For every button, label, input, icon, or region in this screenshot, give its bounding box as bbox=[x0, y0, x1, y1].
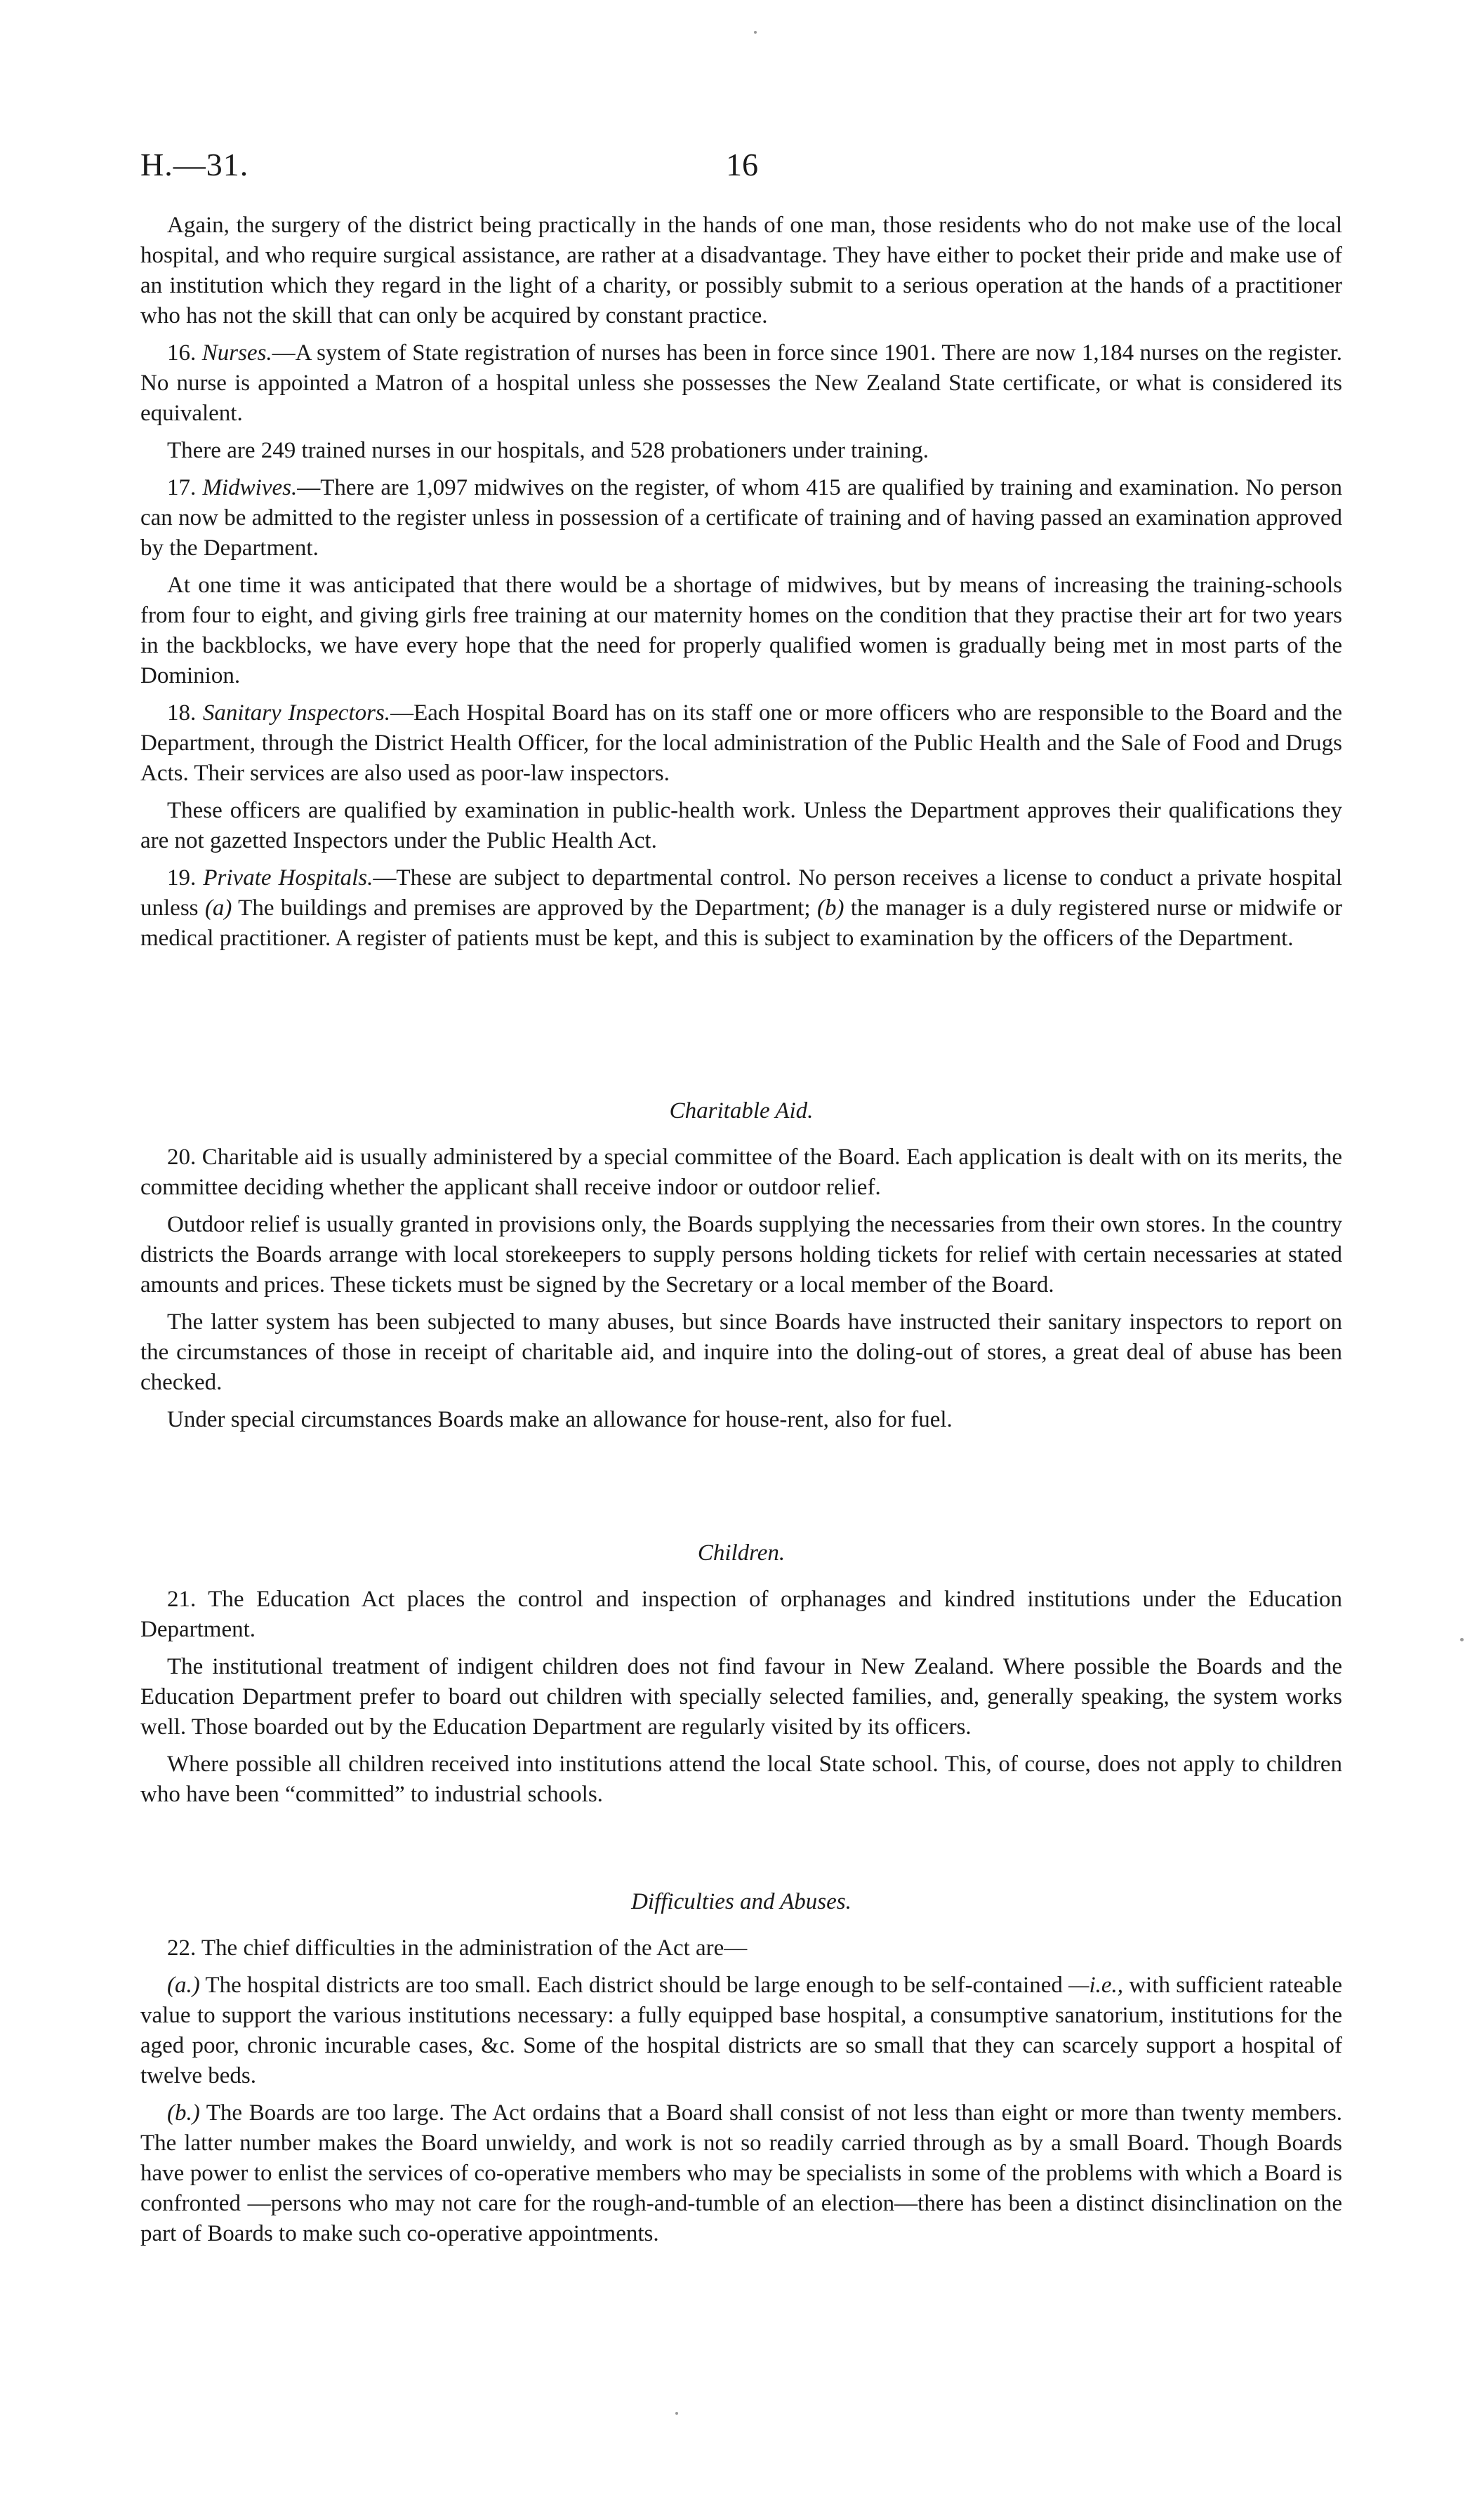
nurses-title: Nurses. bbox=[201, 340, 272, 366]
paragraph-children-3: Where possible all children received into institutions attend the local State school. This, of course, does not apply to children who have been “committed” to industrial schools. bbox=[140, 1752, 1342, 1807]
sanitary-title: Sanitary Inspectors. bbox=[202, 700, 391, 726]
heading-children: Children. bbox=[697, 1540, 786, 1566]
paragraph-charitable-4: Under special circumstances Boards make an allowance for house-rent, also for fuel. bbox=[167, 1407, 953, 1432]
private-text-2: The buildings and premises are approved by the Department; bbox=[232, 895, 817, 921]
section-children bbox=[140, 1585, 1342, 1817]
midwives-title: Midwives. bbox=[202, 475, 298, 500]
midwives-text: —There are 1,097 midwives on the register, of whom 415 are qualified by training and examination. No person can now be admitted to the register unless in possession of a certificate of training and of having passed an examination approved by the Department. bbox=[140, 475, 1343, 561]
private-text-1: —These are subject to departmental control. No person receives a license to conduct a private hospital unless bbox=[140, 865, 1342, 921]
private-number: 19. bbox=[167, 865, 197, 891]
paragraph-surgery: Again, the surgery of the district being practically in the hands of one man, those residents who do not make use of the local hospital, and who require surgical assistance, are rather at a disadvantage. They have either to pocket their pride and make use of an institution which they regard in the light of a charity, or possibly submit to a serious operation at the hands of a practitioner who has not the skill that can only be acquired by constant practice. bbox=[140, 213, 1342, 328]
nurses-text: —A system of State registration of nurses has been in force since 1901. There are now 1,184 nurses on the register. No nurse is appointed a Matron of a hospital unless she possesses the New Zealand State certificate, or what is considered its equivalent. bbox=[140, 340, 1342, 426]
scan-speck bbox=[754, 31, 757, 34]
paragraph-difficulty-a bbox=[140, 1971, 1342, 2091]
scan-speck bbox=[1460, 1638, 1464, 1641]
paragraph-children-1: 21. The Education Act places the control and inspection of orphanages and kindred institutions under the Education Department. bbox=[140, 1587, 1342, 1642]
private-text-3: the manager is a duly registered nurse or midwife or medical practitioner. A register of patients must be kept, and this is subject to examination by the officers of the Department. bbox=[140, 895, 1343, 951]
difficulty-a-text-1: The hospital districts are too small. Each district should be large enough to be self-contained bbox=[199, 1973, 1069, 1998]
paragraph-children-2: The institutional treatment of indigent children does not find favour in New Zealand. Where possible the Boards and the Education Department prefer to board out children with specially selected families, and, generally speaking, the system works well. Those boarded out by the Education Department are regularly visited by its officers. bbox=[140, 1654, 1342, 1740]
paragraph-sanitary bbox=[140, 698, 1342, 789]
private-title: Private Hospitals. bbox=[203, 865, 373, 891]
private-b-label: (b) bbox=[816, 895, 844, 921]
page-number: 16 bbox=[726, 147, 758, 182]
paragraph-charitable-3: The latter system has been subjected to many abuses, but since Boards have instructed their sanitary inspectors to report on the circumstances of those in receipt of charitable aid, and inquire into the doling-out of stores, a great deal of abuse has been checked. bbox=[140, 1309, 1342, 1395]
paragraph-nurses bbox=[140, 338, 1342, 429]
paragraph-difficulty-b bbox=[140, 2098, 1342, 2249]
heading-difficulties-wrap bbox=[140, 1889, 1342, 1915]
sanitary-text: —Each Hospital Board has on its staff one or more officers who are responsible to the Board and the Department, through the District Health Officer, for the local administration of the Public Health and the Sale of Food and Drugs Acts. Their services are also used as poor-law inspectors. bbox=[140, 700, 1343, 786]
difficulty-a-ie: —i.e., bbox=[1068, 1973, 1124, 1998]
section-charitable-aid bbox=[140, 1142, 1342, 1442]
paragraph-private-hospitals bbox=[140, 863, 1342, 954]
paragraph-nurses-count: There are 249 trained nurses in our hospitals, and 528 probationers under training. bbox=[167, 438, 929, 463]
paragraph-difficulties-intro: 22. The chief difficulties in the administration of the Act are— bbox=[167, 1935, 748, 1961]
heading-charitable-aid-wrap bbox=[140, 1098, 1342, 1124]
nurses-number: 16. bbox=[167, 340, 197, 366]
paragraph-midwives-training: At one time it was anticipated that there would be a shortage of midwives, but by means of increasing the training-schools from four to eight, and giving girls free training at our maternity homes on the condition that they practise their art for two years in the backblocks, we have every hope that the need for properly qualified women is gradually being met in most parts of the Dominion. bbox=[140, 573, 1342, 688]
paragraph-midwives bbox=[140, 473, 1342, 564]
report-reference: H.—31. bbox=[140, 147, 249, 182]
section-health-services bbox=[140, 211, 1342, 961]
heading-difficulties: Difficulties and Abuses. bbox=[631, 1889, 852, 1914]
difficulty-a-label: (a.) bbox=[167, 1973, 200, 1998]
heading-children-wrap bbox=[140, 1540, 1342, 1566]
heading-charitable-aid: Charitable Aid. bbox=[669, 1098, 814, 1124]
difficulty-a-text-2: with sufficient rateable value to support the various institutions necessary: a fully equipped base hospital, a consumptive sanatorium, institutions for the aged poor, chronic incurable cases, &c. Some of the hospital districts are so small that they can scarcely support a hospital of twelve beds. bbox=[140, 1973, 1342, 2088]
private-a-label: (a) bbox=[204, 895, 232, 921]
section-difficulties bbox=[140, 1933, 1342, 2256]
difficulty-b-label: (b.) bbox=[167, 2100, 200, 2126]
paragraph-charitable-2: Outdoor relief is usually granted in provisions only, the Boards supplying the necessaries from their own stores. In the country districts the Boards arrange with local storekeepers to supply persons holding tickets for relief with certain necessaries at stated amounts and prices. These tickets must be signed by the Secretary or a local member of the Board. bbox=[140, 1212, 1342, 1298]
paragraph-sanitary-qualification: These officers are qualified by examination in public-health work. Unless the Department approves their qualifications they are not gazetted Inspectors under the Public Health Act. bbox=[140, 798, 1342, 853]
difficulty-b-text: The Boards are too large. The Act ordains that a Board shall consist of not less than eight or more than twenty members. The latter number makes the Board unwieldy, and work is not so readily carried through as by a small Board. Though Boards have power to enlist the services of co-operative members who may be specialists in some of the problems with which a Board is confronted —persons who may not care for the rough-and-tumble of an election—there has been a distinct disinclination on the part of Boards to make such co-operative appointments. bbox=[140, 2100, 1342, 2246]
paragraph-charitable-1: 20. Charitable aid is usually administered by a special committee of the Board. Each application is dealt with on its merits, the committee deciding whether the applicant shall receive indoor or outdoor relief. bbox=[140, 1145, 1342, 1200]
scan-speck bbox=[675, 2412, 678, 2415]
midwives-number: 17. bbox=[167, 475, 197, 500]
sanitary-number: 18. bbox=[167, 700, 197, 726]
